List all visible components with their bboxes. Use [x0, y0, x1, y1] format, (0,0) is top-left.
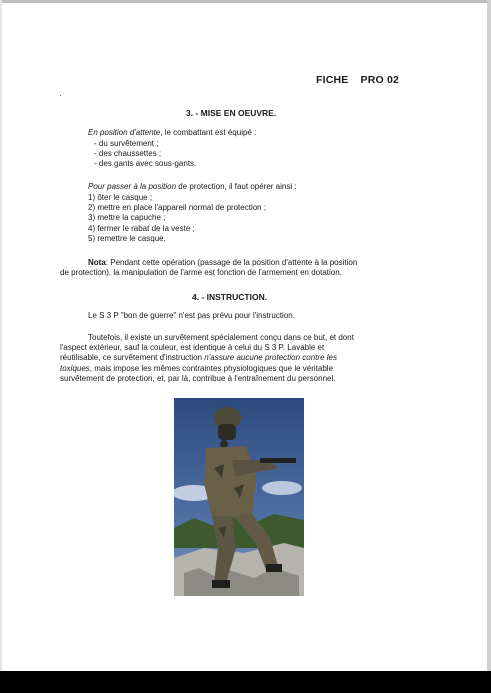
note-text-1: : Pendant cette opération (passage de la position d'attente à la position [105, 258, 358, 267]
toutefois-line: toxiques, mais impose les mêmes contraintes physiologiques que le véritable [60, 363, 334, 373]
fiche-label: FICHE [316, 74, 349, 86]
equipment-item: - des gants avec sous-gants. [94, 159, 197, 169]
passer-intro [88, 182, 297, 192]
mask-filter [220, 440, 228, 448]
s3p-paragraph: Le S 3 P "bon de guerre" n'est pas prévu pour l'instruction. [88, 311, 295, 320]
toutefois-line: Toutefois, il existe un survêtement spécialement conçu dans ce but, et dont [88, 333, 354, 342]
attente-intro [88, 128, 256, 138]
attente-intro-em: En position d'attente [88, 128, 161, 137]
attente-intro-rest: , le combattant est équipé : [160, 128, 257, 137]
toutefois-line: réutilisable, ce survêtement d'instruction n'assure aucune protection contre les [60, 353, 337, 363]
step-item: 4) fermer le rabat de la veste ; [88, 223, 195, 233]
step-item: 5) remettre le casque. [88, 233, 166, 243]
note-line-2: de protection), la manipulation de l'arme est fonction de l'armement en dotation. [60, 268, 342, 278]
equipment-item: - des chaussettes ; [94, 149, 162, 159]
left-boot [212, 580, 230, 588]
right-boot [266, 564, 282, 572]
step-item: 3) mettre la capuche ; [88, 213, 166, 223]
toutefois-line: l'aspect extérieur, sauf la couleur, est identique à celui du S 3 P. Lavable et [60, 343, 325, 353]
scan-speck [60, 95, 61, 96]
scan-edge-top [0, 0, 491, 3]
rifle [260, 458, 296, 463]
gas-mask [218, 424, 236, 440]
toutefois-line: survêtement de protection, et, par là, contribue à l'entraînement du personnel. [60, 373, 336, 383]
fiche-code: PRO 02 [360, 74, 400, 86]
passer-intro-rest: de protection, il faut opérer ainsi : [176, 182, 297, 191]
scan-edge-left [0, 0, 2, 693]
equipment-list [94, 139, 196, 170]
toutefois-paragraph [60, 333, 413, 384]
step-item: 1) ôter le casque ; [88, 193, 153, 202]
note-label: Nota [88, 258, 106, 267]
soldier-photo [174, 398, 304, 596]
scan-bottom-border [0, 671, 491, 693]
step-item: 2) mettre en place l'appareil normal de protection ; [88, 203, 267, 213]
steps-list [88, 193, 266, 244]
cloud [262, 481, 302, 495]
note-line-1 [60, 258, 412, 268]
equipment-item: - du survêtement ; [94, 139, 159, 148]
page-header [316, 74, 399, 86]
soldier-photo-illustration [174, 398, 304, 596]
section-4-heading: 4. - INSTRUCTION. [192, 292, 268, 302]
note-paragraph [60, 258, 412, 278]
torso [204, 446, 256, 518]
section-3-heading: 3. - MISE EN OEUVRE. [186, 108, 277, 118]
scan-edge-right [487, 0, 491, 693]
passer-intro-em: Pour passer à la position [88, 182, 177, 191]
